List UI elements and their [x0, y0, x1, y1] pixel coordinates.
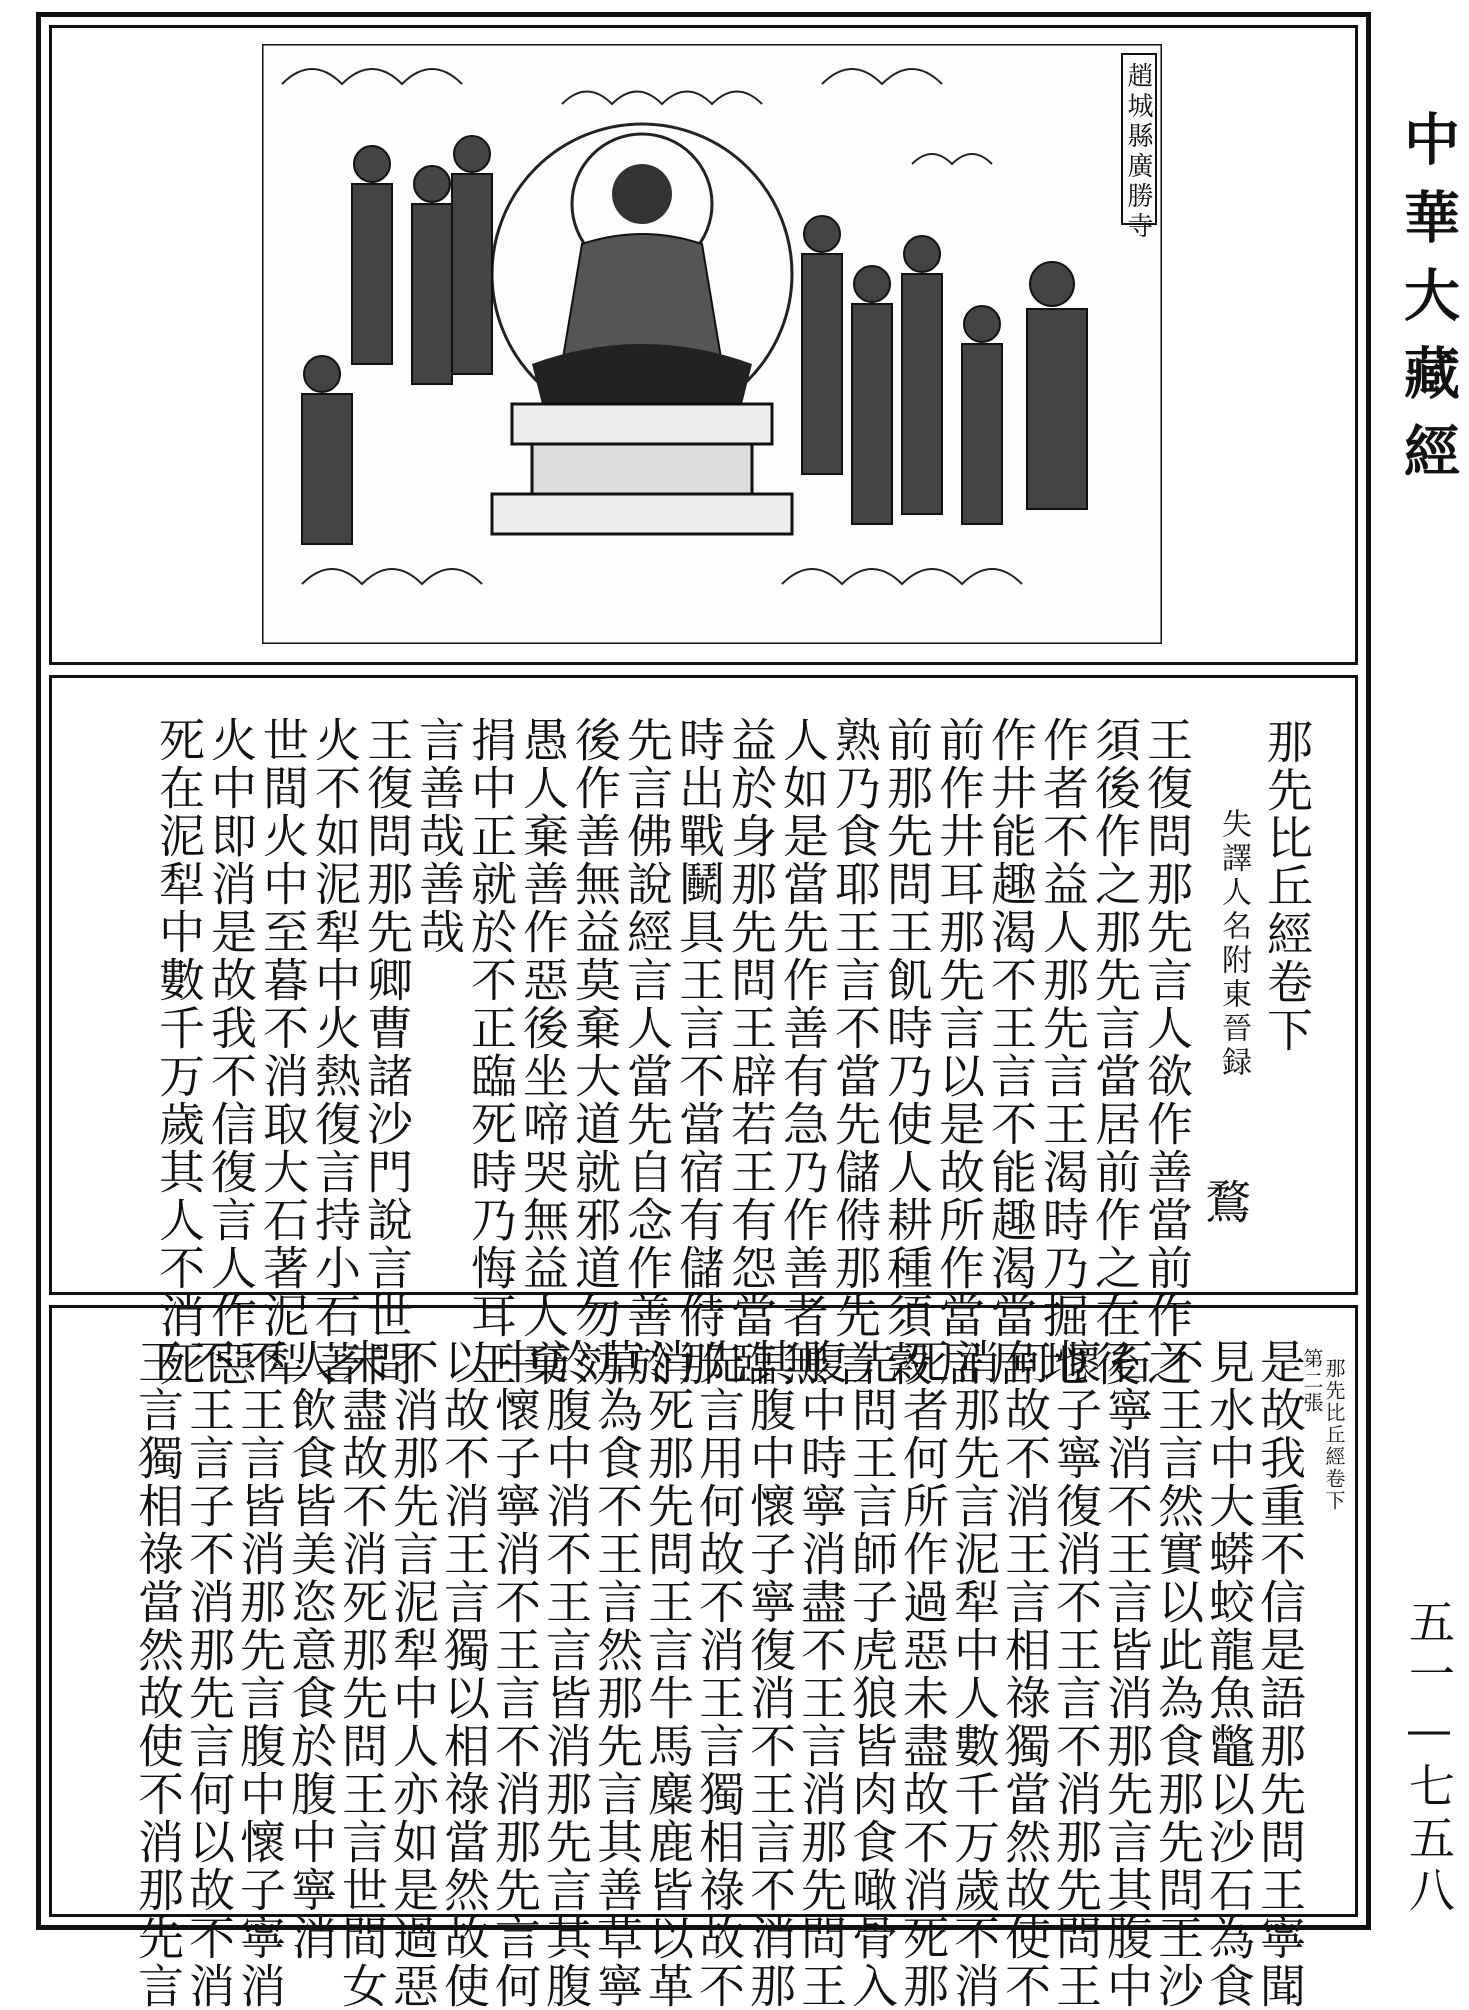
- temple-inscription: 趙城縣廣勝寺: [1123, 62, 1153, 242]
- text-column: 何故不消王言相祿獨當然故使不: [998, 1338, 1052, 2010]
- text-column: 須後作之那先言當居前作之在後: [1088, 716, 1142, 1388]
- text-column: 不王言皆消那先言腹中懷子寧消: [233, 1338, 287, 2010]
- text-column: 王復問那先卿曹諸沙門說言世間: [360, 716, 414, 1388]
- text-column: 前作井耳那先言以是故所作當居: [932, 716, 986, 1388]
- collection-title: 中華大藏經: [1395, 110, 1461, 500]
- text-column: 於腹中消不王言皆消那先言其腹: [539, 1338, 593, 2010]
- text-column: 見水中大蟒蛟龍魚鼈以沙石為食: [1202, 1338, 1256, 2010]
- side-note-page: 第二張: [1300, 1348, 1324, 1414]
- text-column: 先問王言師子虎狼皆肉食噉骨入: [845, 1338, 899, 2010]
- text-column: 後作善無益莫棄大道就邪道勿効: [568, 716, 622, 1388]
- side-note-title: 那先比丘經卷下: [1322, 1358, 1346, 1512]
- text-column: 死者何所作過惡未盡故不消死那: [896, 1338, 950, 2010]
- text-column: 前那先問王飢時乃使人耕種須穀: [880, 716, 934, 1388]
- translator-note: 失譯人名附東晉録: [1216, 808, 1251, 1080]
- text-column: 先言用何故不消王言獨相祿故不: [692, 1338, 746, 2010]
- text-column: 火不如泥犁中火熱復言持小石著: [308, 716, 362, 1388]
- text-column: 火中即消是故我不信復言人作惡: [204, 716, 258, 1388]
- text-column: 以故不消王言獨以相祿當然故使: [437, 1338, 491, 2010]
- buddha-preaching-illustration: [262, 44, 1162, 644]
- text-column: 石寧消不王言皆消那先言其腹中: [1100, 1338, 1154, 2010]
- text-column: 人飲食皆美恣意食於腹中寧消: [284, 1338, 338, 1962]
- text-column: 言善哉善哉: [412, 716, 466, 956]
- text-column: 時出戰鬭具王言不當宿有儲偫那: [672, 716, 726, 1388]
- seal-character: 鶩: [1198, 1178, 1252, 1226]
- text-column: 作井能趣渴不王言不能趣渴當居: [984, 716, 1038, 1388]
- text-column: 中懷子寧消不王言不消那先言何: [488, 1338, 542, 2010]
- text-column: 作者不益人那先言王渴時乃掘地: [1036, 716, 1090, 1388]
- text-column: 懷子寧復消不王言不消那先問王: [1049, 1338, 1103, 2010]
- text-column: 未盡故不消死那先問王言世間女: [335, 1338, 389, 2010]
- text-column: 熟乃食耶王言不當先儲偫那先言: [828, 716, 882, 1388]
- text-column: 捐中正就於不正臨死時乃悔耳王: [464, 716, 518, 1388]
- text-column: 不王言然實以此為食那先問王沙: [1151, 1338, 1205, 2010]
- text-column: 死在泥犁中數千万歲其人不消死: [152, 716, 206, 1388]
- text-column: 其腹中懷子寧復消不王言不消那: [743, 1338, 797, 2010]
- text-column: 不消那先言泥犁中人亦如是過惡: [386, 1338, 440, 2010]
- sutra-title: 那先比丘經卷下: [1260, 718, 1314, 1054]
- text-column: 人如是當先作善有急乃作善者無: [776, 716, 830, 1388]
- illustration-panel: [49, 25, 1358, 665]
- text-column: 益於身那先問王辟若王有怨當臨: [724, 716, 778, 1388]
- page-number: 五一—七五八: [1402, 1598, 1456, 1918]
- text-column: 先言佛說經言人當先自念作善於: [620, 716, 674, 1388]
- sutra-text-panel-2: [49, 1305, 1358, 2010]
- text-column: 消死那先問王言牛馬麋鹿皆以革: [641, 1338, 695, 2010]
- text-column: 草為食不王言然那先言其善草寧: [590, 1338, 644, 2010]
- text-column: 腹中時寧消盡不王言消那先問王: [794, 1338, 848, 2010]
- text-column: 不王言子不消那先言何以故不消: [182, 1338, 236, 2010]
- text-column: 王復問那先言人欲作善當前作之: [1140, 716, 1194, 1388]
- text-column: 王言獨相祿當然故使不消那先言: [131, 1338, 185, 2010]
- text-column: 是故我重不信是語那先問王寧聞: [1253, 1338, 1307, 2010]
- text-column: 愚人棄善作惡後坐啼哭無益人棄: [516, 716, 570, 1388]
- text-column: 世間火中至暮不消取大石著泥犁: [256, 716, 310, 1388]
- text-column: 消那先言泥犁中人數千万歲不消: [947, 1338, 1001, 2010]
- page-frame: [36, 12, 1371, 2010]
